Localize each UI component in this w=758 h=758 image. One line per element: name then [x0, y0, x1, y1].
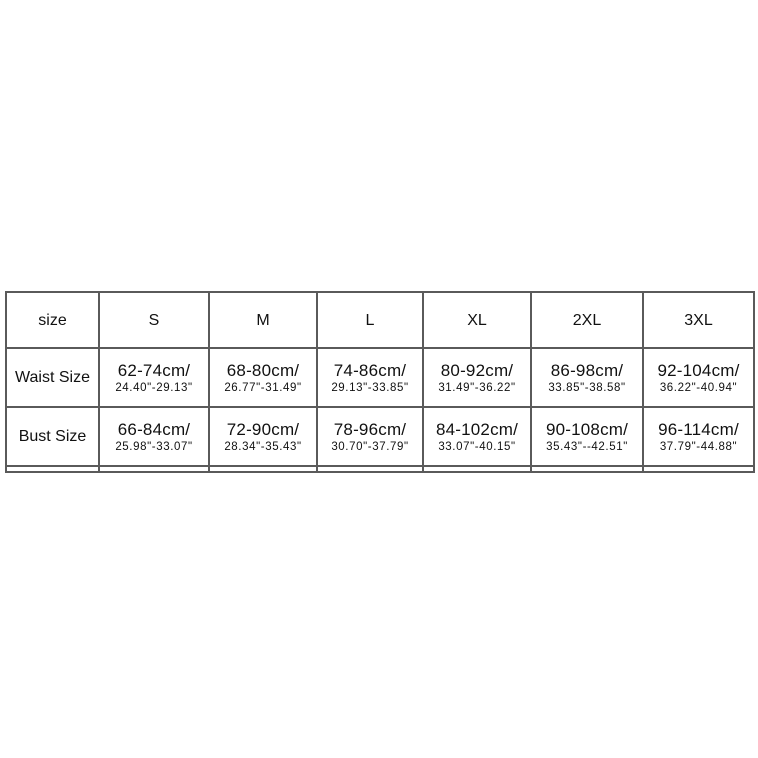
size-header-cell: [209, 292, 317, 348]
measurement-cell: [643, 407, 754, 466]
measurement-cell: [531, 348, 643, 407]
size-header: 3XL: [684, 312, 713, 329]
table-cell-edge: [643, 466, 754, 472]
table-cell-edge: [531, 466, 643, 472]
inch-range: 25.98"-33.07": [115, 440, 193, 453]
table-cell-edge: [423, 466, 531, 472]
header-row: [6, 292, 754, 348]
cm-range: 62-74cm/: [117, 360, 191, 380]
cm-range: 92-104cm/: [657, 360, 740, 380]
size-header: 2XL: [572, 312, 602, 329]
cm-range: 78-96cm/: [333, 419, 407, 439]
size-header: M: [256, 312, 270, 329]
size-header-cell: [531, 292, 643, 348]
header-label-cell: [6, 292, 99, 348]
size-header: XL: [467, 312, 487, 329]
inch-range: 31.49"-36.22": [438, 381, 516, 394]
measurement-cell: [643, 348, 754, 407]
cm-range: 96-114cm/: [658, 419, 739, 439]
header-label: size: [38, 312, 67, 329]
cm-range: 86-98cm/: [550, 360, 624, 380]
table-cell-edge: [209, 466, 317, 472]
size-chart-table: [5, 291, 755, 473]
measurement-cell: [209, 348, 317, 407]
measurement-cell: [99, 348, 209, 407]
size-header: L: [365, 312, 375, 329]
table-bottom-edge: [6, 466, 754, 472]
inch-range: 36.22"-40.94": [659, 381, 738, 394]
inch-range: 37.79"-44.88": [659, 440, 738, 453]
inch-range: 29.13"-33.85": [331, 381, 409, 394]
row-label-cell: [6, 407, 99, 466]
inch-range: 33.85"-38.58": [548, 381, 626, 394]
size-header-cell: [643, 292, 754, 348]
measurement-cell: [317, 348, 423, 407]
waist-size-row: [6, 348, 754, 407]
cm-range: 74-86cm/: [333, 360, 407, 380]
row-label: Waist Size: [15, 368, 90, 386]
inch-range: 24.40"-29.13": [115, 381, 193, 394]
inch-range: 35.43"--42.51": [546, 440, 628, 453]
cm-range: 90-108cm/: [545, 419, 629, 439]
measurement-cell: [531, 407, 643, 466]
table-cell-edge: [99, 466, 209, 472]
cm-range: 68-80cm/: [226, 360, 300, 380]
table-cell-edge: [6, 466, 99, 472]
measurement-cell: [423, 348, 531, 407]
cm-range: 66-84cm/: [117, 419, 191, 439]
size-header-cell: [99, 292, 209, 348]
cm-range: 84-102cm/: [435, 419, 519, 439]
table-cell-edge: [317, 466, 423, 472]
size-header: S: [148, 312, 160, 329]
cm-range: 72-90cm/: [226, 419, 300, 439]
row-label: Bust Size: [18, 427, 87, 445]
bust-size-row: [6, 407, 754, 466]
row-label-cell: [6, 348, 99, 407]
inch-range: 26.77"-31.49": [224, 381, 302, 394]
inch-range: 33.07"-40.15": [438, 440, 516, 453]
inch-range: 28.34"-35.43": [224, 440, 302, 453]
measurement-cell: [99, 407, 209, 466]
measurement-cell: [209, 407, 317, 466]
size-header-cell: [423, 292, 531, 348]
measurement-cell: [317, 407, 423, 466]
size-header-cell: [317, 292, 423, 348]
measurement-cell: [423, 407, 531, 466]
inch-range: 30.70"-37.79": [331, 440, 409, 453]
cm-range: 80-92cm/: [440, 360, 514, 380]
